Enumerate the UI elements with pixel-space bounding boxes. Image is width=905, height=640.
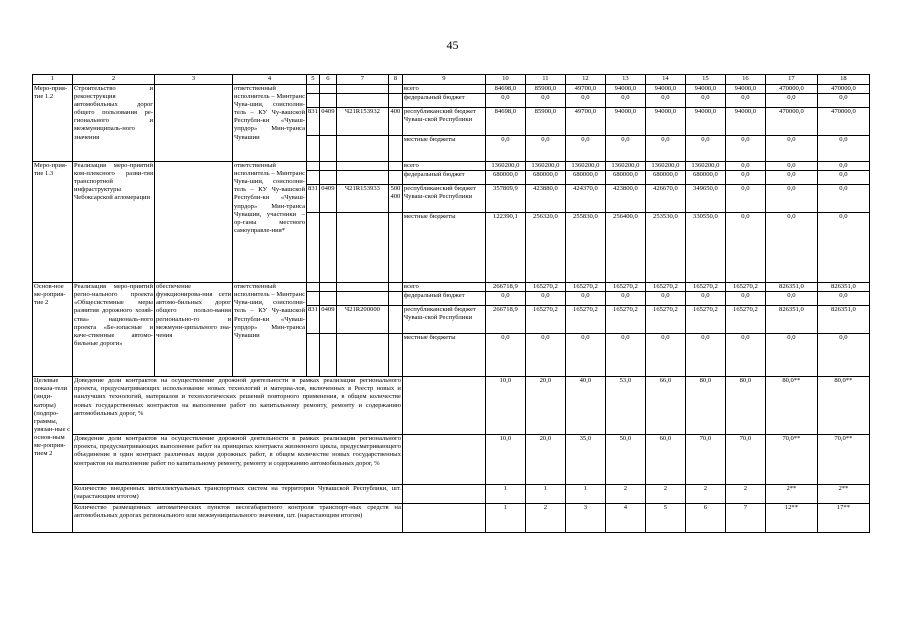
funding-value: 165270,2 xyxy=(565,306,605,334)
executor: ответственный исполнитель – Минтранс Чува-шии, соисполни-тель – КУ Чу-вашской Республи-ки «Чуваш-упрдор» Мин-транса Чувашии, участники – ор-ганы местного самоуправле-ния* xyxy=(233,162,307,283)
funding-value: 122390,1 xyxy=(485,213,525,283)
indicator-value: 1 xyxy=(565,485,605,504)
indicators-label: Целевые показа-тели (инди-каторы) (подпро-граммы, увязан-ные с основ-ным ме-роприя-тием 2 xyxy=(33,377,73,533)
empty-cell xyxy=(388,283,402,292)
column-number: 4 xyxy=(233,75,307,85)
funding-value: 94000,0 xyxy=(645,85,685,94)
funding-value: 0,0 xyxy=(605,292,645,306)
funding-value: 253530,0 xyxy=(645,213,685,283)
empty-cell xyxy=(402,435,485,485)
funding-value: 94000,0 xyxy=(685,108,725,136)
funding-value: 423880,0 xyxy=(525,185,565,213)
funding-source: республиканский бюджет Чуваш-ской Республики xyxy=(402,185,485,213)
funding-value: 266718,9 xyxy=(485,306,525,334)
column-number: 7 xyxy=(336,75,388,85)
indicator-value: 80,0** xyxy=(817,377,869,435)
empty-cell xyxy=(388,162,402,171)
funding-value: 0,0 xyxy=(565,292,605,306)
funding-value: 1360200,0 xyxy=(485,162,525,171)
funding-value: 0,0 xyxy=(725,136,765,162)
funding-value: 165270,2 xyxy=(685,306,725,334)
indicator-text: Доведение доли контрактов на осуществление дорожной деятельности в рамках реализации регионального проекта, предусматривающих выполнение работ на принципах контракта жизненного цикла, предусматривающего объединение в один контракт различных видов дорожных работ, в общем количестве новых государственных контрактов на выполнение работ по капитальному ремонту, ремонту и содержанию автомобильных дорог, % xyxy=(73,435,403,485)
funding-value: 426670,0 xyxy=(645,185,685,213)
page-number: 45 xyxy=(446,38,459,52)
funding-value: 826351,0 xyxy=(817,283,869,292)
empty-cell xyxy=(319,334,336,377)
target-article: Ч21R153932 xyxy=(336,108,388,136)
column-number: 11 xyxy=(525,75,565,85)
funding-value: 85900,0 xyxy=(525,108,565,136)
column-number: 17 xyxy=(765,75,817,85)
funding-value: 266718,9 xyxy=(485,283,525,292)
funding-value: 0,0 xyxy=(817,334,869,377)
funding-value: 84698,0 xyxy=(485,85,525,94)
funding-value: 424370,0 xyxy=(565,185,605,213)
funding-value: 165270,2 xyxy=(605,283,645,292)
indicator-value: 1 xyxy=(485,504,525,533)
funding-value: 0,0 xyxy=(605,94,645,108)
funding-value: 0,0 xyxy=(765,136,817,162)
indicator-value: 70,0** xyxy=(817,435,869,485)
funding-value: 165270,2 xyxy=(525,306,565,334)
empty-cell xyxy=(319,162,336,171)
indicator-row xyxy=(33,485,870,504)
funding-value: 94000,0 xyxy=(725,108,765,136)
funding-value: 680000,0 xyxy=(645,171,685,185)
empty-cell xyxy=(336,334,388,377)
funding-value: 0,0 xyxy=(765,292,817,306)
grbs-code: 831 xyxy=(307,185,320,213)
empty-cell xyxy=(402,504,485,533)
funding-value: 680000,0 xyxy=(605,171,645,185)
funding-value: 0,0 xyxy=(485,94,525,108)
funding-value: 0,0 xyxy=(685,334,725,377)
funding-value: 349650,0 xyxy=(685,185,725,213)
empty-cell xyxy=(319,136,336,162)
funding-source: республиканский бюджет Чуваш-ской Республики xyxy=(402,108,485,136)
indicator-value: 2 xyxy=(605,485,645,504)
section-code: 0409 xyxy=(319,185,336,213)
indicator-value: 53,0 xyxy=(605,377,645,435)
funding-value: 1360200,0 xyxy=(525,162,565,171)
indicator-value: 66,0 xyxy=(645,377,685,435)
column-number: 13 xyxy=(605,75,645,85)
funding-value: 680000,0 xyxy=(565,171,605,185)
measure-goal xyxy=(155,85,233,162)
empty-cell xyxy=(388,171,402,185)
funding-value: 0,0 xyxy=(565,334,605,377)
funding-value: 165270,2 xyxy=(725,306,765,334)
funding-value: 0,0 xyxy=(817,213,869,283)
indicator-value: 35,0 xyxy=(565,435,605,485)
funding-value: 165270,2 xyxy=(565,283,605,292)
funding-value: 0,0 xyxy=(685,292,725,306)
funding-value: 94000,0 xyxy=(605,85,645,94)
column-number: 3 xyxy=(155,75,233,85)
funding-value: 165270,2 xyxy=(605,306,645,334)
indicator-value: 20,0 xyxy=(525,435,565,485)
funding-value: 357809,9 xyxy=(485,185,525,213)
funding-value: 470000,0 xyxy=(765,108,817,136)
measure-name: Реализация меро-приятий регио-нального проекта «Общесистемные меры развития дорожного хозяй-ства» националь-ного проекта «Бе-зопасные и каче-ственные автомо-бильные дороги» xyxy=(73,283,155,377)
indicator-value: 12** xyxy=(765,504,817,533)
indicator-value: 7 xyxy=(725,504,765,533)
funding-value: 0,0 xyxy=(525,292,565,306)
funding-value: 0,0 xyxy=(817,162,869,171)
funding-value: 680000,0 xyxy=(485,171,525,185)
funding-source: федеральный бюджет xyxy=(402,292,485,306)
funding-value: 0,0 xyxy=(765,162,817,171)
funding-value: 470000,0 xyxy=(817,108,869,136)
funding-value: 165270,2 xyxy=(645,306,685,334)
funding-value: 84698,0 xyxy=(485,108,525,136)
funding-value: 680000,0 xyxy=(685,171,725,185)
indicator-text: Количество внедренных интеллектуальных транспортных систем на территории Чувашской Республики, шт. (нарастающим итогом) xyxy=(73,485,403,504)
section-code: 0409 xyxy=(319,108,336,136)
funding-value: 680000,0 xyxy=(525,171,565,185)
funding-value: 0,0 xyxy=(485,334,525,377)
empty-cell xyxy=(307,162,320,171)
funding-value: 1360200,0 xyxy=(645,162,685,171)
funding-value: 0,0 xyxy=(765,171,817,185)
column-number: 18 xyxy=(817,75,869,85)
column-number: 8 xyxy=(388,75,402,85)
funding-value: 0,0 xyxy=(725,162,765,171)
empty-cell xyxy=(336,94,388,108)
funding-value: 0,0 xyxy=(525,334,565,377)
empty-cell xyxy=(336,213,388,283)
funding-value: 0,0 xyxy=(645,334,685,377)
funding-value: 0,0 xyxy=(817,185,869,213)
measure-goal: обеспечение функционирова-ния сети автомо-бильных дорог общего пользо-вания регионально-го и межмуни-ципального зна-чения xyxy=(155,283,233,377)
executor: ответственный исполнитель – Минтранс Чува-шии, соисполни-тель – КУ Чу-вашской Республи-ки «Чуваш-упрдор» Мин-транса Чувашии xyxy=(233,85,307,162)
funding-value: 49700,0 xyxy=(565,108,605,136)
funding-value: 0,0 xyxy=(525,94,565,108)
indicator-value: 70,0** xyxy=(765,435,817,485)
column-number: 2 xyxy=(73,75,155,85)
grbs-code: 831 xyxy=(307,306,320,334)
indicator-value: 70,0 xyxy=(685,435,725,485)
funding-value: 256320,0 xyxy=(525,213,565,283)
empty-cell xyxy=(319,85,336,94)
measure-goal xyxy=(155,162,233,283)
funding-source: всего xyxy=(402,85,485,94)
grbs-code: 831 xyxy=(307,108,320,136)
program-table xyxy=(32,74,870,533)
funding-value: 165270,2 xyxy=(525,283,565,292)
table-row xyxy=(33,85,870,94)
indicator-value: 80,0** xyxy=(765,377,817,435)
funding-value: 470000,0 xyxy=(817,85,869,94)
measure-name: Реализация меро-приятий ком-плексного разви-тия транспортной инфраструктуры Чебоксарской агломерации xyxy=(73,162,155,283)
empty-cell xyxy=(388,213,402,283)
funding-value: 0,0 xyxy=(645,292,685,306)
indicator-row xyxy=(33,377,870,435)
funding-value: 94000,0 xyxy=(725,85,765,94)
funding-value: 0,0 xyxy=(725,171,765,185)
funding-value: 0,0 xyxy=(725,185,765,213)
funding-value: 0,0 xyxy=(725,213,765,283)
funding-value: 0,0 xyxy=(565,94,605,108)
empty-cell xyxy=(307,292,320,306)
funding-value: 165270,2 xyxy=(725,283,765,292)
empty-cell xyxy=(336,292,388,306)
indicator-value: 10,0 xyxy=(485,435,525,485)
funding-value: 0,0 xyxy=(685,136,725,162)
empty-cell xyxy=(388,136,402,162)
funding-value: 49700,0 xyxy=(565,85,605,94)
measure-name: Строительство и реконструкция автомобильных дорог общего пользования ре-гионального и межмуниципаль-ного значения xyxy=(73,85,155,162)
indicator-text: Доведение доли контрактов на осуществление дорожной деятельности в рамках реализации регионального проекта, предусматривающих использование новых технологий и материа-лов, включенных в Реестр новых и наилучших технологий, материалов и технологических решений повторного применения, в общем количестве новых государственных контрактов на выполнение работ по капитальному ремонту, ремонту и содержанию автомобильных дорог, % xyxy=(73,377,403,435)
funding-source: федеральный бюджет xyxy=(402,171,485,185)
funding-source: местные бюджеты xyxy=(402,334,485,377)
funding-value: 94000,0 xyxy=(605,108,645,136)
funding-source: всего xyxy=(402,283,485,292)
indicator-value: 17** xyxy=(817,504,869,533)
indicator-value: 20,0 xyxy=(525,377,565,435)
target-article: Ч21R200000 xyxy=(336,306,388,334)
funding-value: 0,0 xyxy=(817,94,869,108)
funding-value: 0,0 xyxy=(685,94,725,108)
funding-value: 94000,0 xyxy=(685,85,725,94)
indicator-value: 2** xyxy=(817,485,869,504)
funding-value: 1360200,0 xyxy=(605,162,645,171)
funding-value: 0,0 xyxy=(645,94,685,108)
funding-source: федеральный бюджет xyxy=(402,94,485,108)
measure-code: Меро-прия-тие 1.3 xyxy=(33,162,73,283)
indicator-value: 50,0 xyxy=(605,435,645,485)
funding-source: местные бюджеты xyxy=(402,136,485,162)
indicator-value: 4 xyxy=(605,504,645,533)
funding-value: 255830,0 xyxy=(565,213,605,283)
funding-value: 0,0 xyxy=(817,171,869,185)
funding-value: 330550,0 xyxy=(685,213,725,283)
indicator-value: 2 xyxy=(525,504,565,533)
measure-code: Основ-ное ме-роприя-тие 2 xyxy=(33,283,73,377)
funding-value: 85900,0 xyxy=(525,85,565,94)
indicator-value: 70,0 xyxy=(725,435,765,485)
section-code: 0409 xyxy=(319,306,336,334)
empty-cell xyxy=(319,213,336,283)
executor: ответственный исполнитель – Минтранс Чува-шии, соисполни-тель – КУ Чу-вашской Республи-ки «Чуваш-упрдор» Мин-транса Чувашии xyxy=(233,283,307,377)
empty-cell xyxy=(336,171,388,185)
expense-group xyxy=(388,306,402,334)
empty-cell xyxy=(307,283,320,292)
column-number: 5 xyxy=(307,75,320,85)
header-row xyxy=(33,75,870,85)
funding-value: 0,0 xyxy=(725,94,765,108)
empty-cell xyxy=(402,485,485,504)
column-number: 12 xyxy=(565,75,605,85)
empty-cell xyxy=(336,283,388,292)
funding-value: 0,0 xyxy=(485,136,525,162)
funding-source: республиканский бюджет Чуваш-ской Республики xyxy=(402,306,485,334)
table-row xyxy=(33,283,870,292)
funding-value: 470000,0 xyxy=(765,85,817,94)
funding-value: 0,0 xyxy=(765,213,817,283)
indicator-row xyxy=(33,435,870,485)
funding-value: 0,0 xyxy=(645,136,685,162)
expense-group: 400 xyxy=(388,108,402,136)
empty-cell xyxy=(402,377,485,435)
indicator-value: 2 xyxy=(685,485,725,504)
column-number: 16 xyxy=(725,75,765,85)
empty-cell xyxy=(388,334,402,377)
funding-value: 165270,2 xyxy=(645,283,685,292)
funding-value: 423800,0 xyxy=(605,185,645,213)
indicator-value: 80,0 xyxy=(725,377,765,435)
empty-cell xyxy=(307,85,320,94)
funding-value: 0,0 xyxy=(765,94,817,108)
measure-code: Меро-прия-тие 1.2 xyxy=(33,85,73,162)
funding-source: местные бюджеты xyxy=(402,213,485,283)
column-number: 10 xyxy=(485,75,525,85)
funding-value: 1360200,0 xyxy=(565,162,605,171)
column-number: 6 xyxy=(319,75,336,85)
column-number: 14 xyxy=(645,75,685,85)
empty-cell xyxy=(319,171,336,185)
funding-value: 0,0 xyxy=(725,334,765,377)
column-number: 15 xyxy=(685,75,725,85)
empty-cell xyxy=(388,85,402,94)
indicator-value: 2 xyxy=(725,485,765,504)
indicator-value: 10,0 xyxy=(485,377,525,435)
empty-cell xyxy=(388,94,402,108)
indicator-value: 2** xyxy=(765,485,817,504)
empty-cell xyxy=(307,334,320,377)
empty-cell xyxy=(388,292,402,306)
indicator-value: 3 xyxy=(565,504,605,533)
funding-value: 1360200,0 xyxy=(685,162,725,171)
funding-value: 826351,0 xyxy=(765,283,817,292)
indicator-value: 60,0 xyxy=(645,435,685,485)
empty-cell xyxy=(319,283,336,292)
indicator-value: 1 xyxy=(485,485,525,504)
empty-cell xyxy=(307,136,320,162)
funding-value: 0,0 xyxy=(485,292,525,306)
column-number: 1 xyxy=(33,75,73,85)
funding-value: 165270,2 xyxy=(685,283,725,292)
indicator-value: 2 xyxy=(645,485,685,504)
funding-value: 256400,0 xyxy=(605,213,645,283)
empty-cell xyxy=(336,162,388,171)
empty-cell xyxy=(319,94,336,108)
funding-value: 0,0 xyxy=(765,334,817,377)
funding-value: 826351,0 xyxy=(765,306,817,334)
table-row xyxy=(33,162,870,171)
empty-cell xyxy=(336,136,388,162)
indicator-value: 80,0 xyxy=(685,377,725,435)
funding-value: 0,0 xyxy=(817,136,869,162)
indicator-value: 40,0 xyxy=(565,377,605,435)
funding-value: 0,0 xyxy=(525,136,565,162)
funding-value: 0,0 xyxy=(765,185,817,213)
expense-group: 500 400 xyxy=(388,185,402,213)
empty-cell xyxy=(336,85,388,94)
indicator-row xyxy=(33,504,870,533)
funding-value: 94000,0 xyxy=(645,108,685,136)
indicator-text: Количество размещенных автоматических пунктов весогабаритного контроля транспорт-ных средств на автомобильных дорогах регионального или межмуниципального значения, шт. (нарастающим итогом) xyxy=(73,504,403,533)
empty-cell xyxy=(307,213,320,283)
column-number: 9 xyxy=(402,75,485,85)
funding-value: 0,0 xyxy=(605,334,645,377)
funding-value: 0,0 xyxy=(817,292,869,306)
indicator-value: 1 xyxy=(525,485,565,504)
empty-cell xyxy=(307,171,320,185)
funding-value: 826351,0 xyxy=(817,306,869,334)
indicator-value: 6 xyxy=(685,504,725,533)
funding-value: 0,0 xyxy=(725,292,765,306)
funding-value: 0,0 xyxy=(565,136,605,162)
funding-source: всего xyxy=(402,162,485,171)
target-article: Ч21R153933 xyxy=(336,185,388,213)
empty-cell xyxy=(307,94,320,108)
funding-value: 0,0 xyxy=(605,136,645,162)
indicator-value: 5 xyxy=(645,504,685,533)
empty-cell xyxy=(319,292,336,306)
